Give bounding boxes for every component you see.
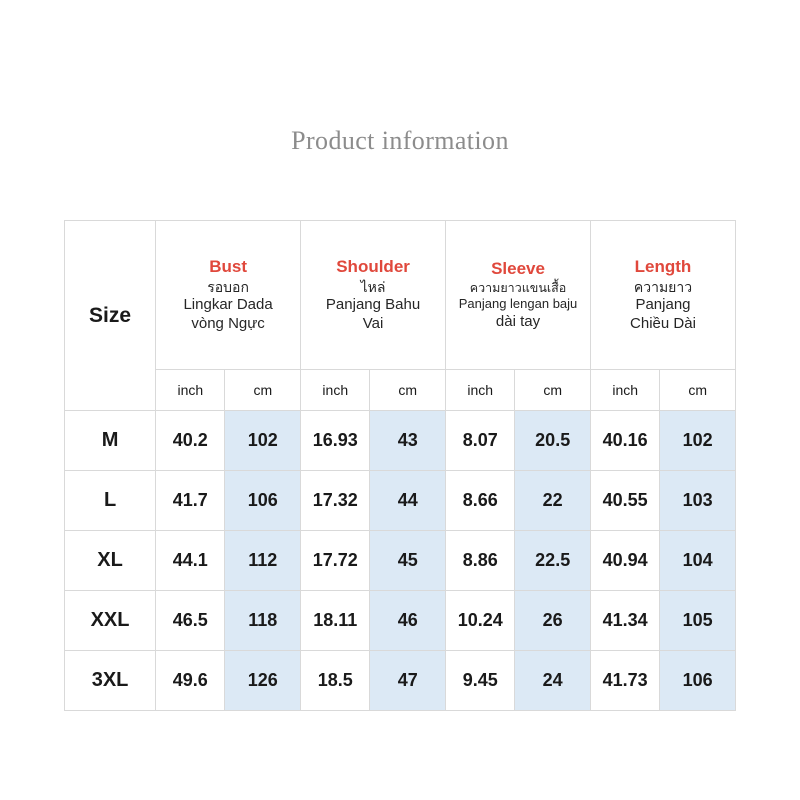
cell-sleeve-cm: 24 (515, 651, 591, 711)
cell-bust-cm: 106 (225, 471, 301, 531)
size-chart-container (64, 220, 736, 711)
cell-sleeve-inch: 8.66 (446, 471, 515, 531)
size-chart-table (64, 220, 736, 711)
header-group-sleeve-en: Sleeve (491, 258, 545, 278)
cell-length-inch: 40.94 (590, 531, 659, 591)
table-row (65, 591, 736, 651)
cell-sleeve-cm: 22 (515, 471, 591, 531)
unit-length-cm: cm (660, 370, 736, 411)
cell-shoulder-inch: 16.93 (301, 411, 370, 471)
cell-bust-inch: 44.1 (156, 531, 225, 591)
cell-bust-cm: 112 (225, 531, 301, 591)
header-group-bust-vn: vòng Ngực (191, 315, 265, 333)
header-group-length-vn: Chiều Dài (630, 315, 696, 333)
cell-length-inch: 40.16 (590, 411, 659, 471)
header-group-bust-th: รอบอก (207, 279, 249, 296)
row-size-label: L (65, 471, 156, 531)
table-row (65, 471, 736, 531)
header-group-bust-en: Bust (209, 257, 247, 277)
cell-length-cm: 103 (660, 471, 736, 531)
table-row (65, 651, 736, 711)
cell-bust-cm: 126 (225, 651, 301, 711)
header-group-length (590, 221, 735, 370)
cell-sleeve-inch: 10.24 (446, 591, 515, 651)
cell-length-inch: 40.55 (590, 471, 659, 531)
page-title: Product information (291, 126, 509, 155)
table-header-row (65, 221, 736, 370)
cell-sleeve-inch: 8.86 (446, 531, 515, 591)
header-group-shoulder (301, 221, 446, 370)
header-group-sleeve-id: Panjang lengan baju (458, 296, 578, 312)
cell-shoulder-cm: 43 (370, 411, 446, 471)
cell-shoulder-cm: 47 (370, 651, 446, 711)
unit-bust-inch: inch (156, 370, 225, 411)
cell-shoulder-cm: 46 (370, 591, 446, 651)
header-group-sleeve (446, 221, 591, 370)
header-group-length-id: Panjang (635, 296, 691, 314)
cell-sleeve-inch: 9.45 (446, 651, 515, 711)
cell-length-inch: 41.34 (590, 591, 659, 651)
header-group-shoulder-th: ไหล่ (360, 279, 386, 296)
cell-shoulder-inch: 18.5 (301, 651, 370, 711)
header-group-bust (156, 221, 301, 370)
row-size-label: 3XL (65, 651, 156, 711)
row-size-label: XL (65, 531, 156, 591)
cell-sleeve-cm: 20.5 (515, 411, 591, 471)
cell-bust-inch: 46.5 (156, 591, 225, 651)
cell-length-cm: 105 (660, 591, 736, 651)
header-group-bust-id: Lingkar Dada (183, 296, 273, 314)
cell-bust-cm: 102 (225, 411, 301, 471)
table-unit-row (65, 370, 736, 411)
cell-sleeve-cm: 26 (515, 591, 591, 651)
cell-length-cm: 102 (660, 411, 736, 471)
header-group-shoulder-en: Shoulder (336, 257, 410, 277)
cell-bust-inch: 40.2 (156, 411, 225, 471)
row-size-label: XXL (65, 591, 156, 651)
cell-bust-inch: 49.6 (156, 651, 225, 711)
cell-length-cm: 104 (660, 531, 736, 591)
unit-shoulder-cm: cm (370, 370, 446, 411)
unit-shoulder-inch: inch (301, 370, 370, 411)
header-group-sleeve-th: ความยาวแขนเสื้อ (469, 281, 567, 296)
header-group-shoulder-id: Panjang Bahu (325, 296, 421, 314)
header-group-sleeve-vn: dài tay (495, 313, 541, 331)
header-group-shoulder-vn: Vai (362, 315, 384, 333)
cell-length-inch: 41.73 (590, 651, 659, 711)
cell-sleeve-inch: 8.07 (446, 411, 515, 471)
unit-bust-cm: cm (225, 370, 301, 411)
header-group-length-th: ความยาว (633, 279, 693, 296)
header-group-length-en: Length (634, 257, 692, 277)
cell-sleeve-cm: 22.5 (515, 531, 591, 591)
cell-shoulder-inch: 18.11 (301, 591, 370, 651)
cell-shoulder-cm: 45 (370, 531, 446, 591)
unit-length-inch: inch (590, 370, 659, 411)
table-row (65, 531, 736, 591)
cell-bust-cm: 118 (225, 591, 301, 651)
header-size: Size (65, 221, 156, 411)
row-size-label: M (65, 411, 156, 471)
cell-shoulder-cm: 44 (370, 471, 446, 531)
unit-sleeve-inch: inch (446, 370, 515, 411)
table-row (65, 411, 736, 471)
cell-shoulder-inch: 17.72 (301, 531, 370, 591)
unit-sleeve-cm: cm (515, 370, 591, 411)
cell-shoulder-inch: 17.32 (301, 471, 370, 531)
cell-bust-inch: 41.7 (156, 471, 225, 531)
cell-length-cm: 106 (660, 651, 736, 711)
